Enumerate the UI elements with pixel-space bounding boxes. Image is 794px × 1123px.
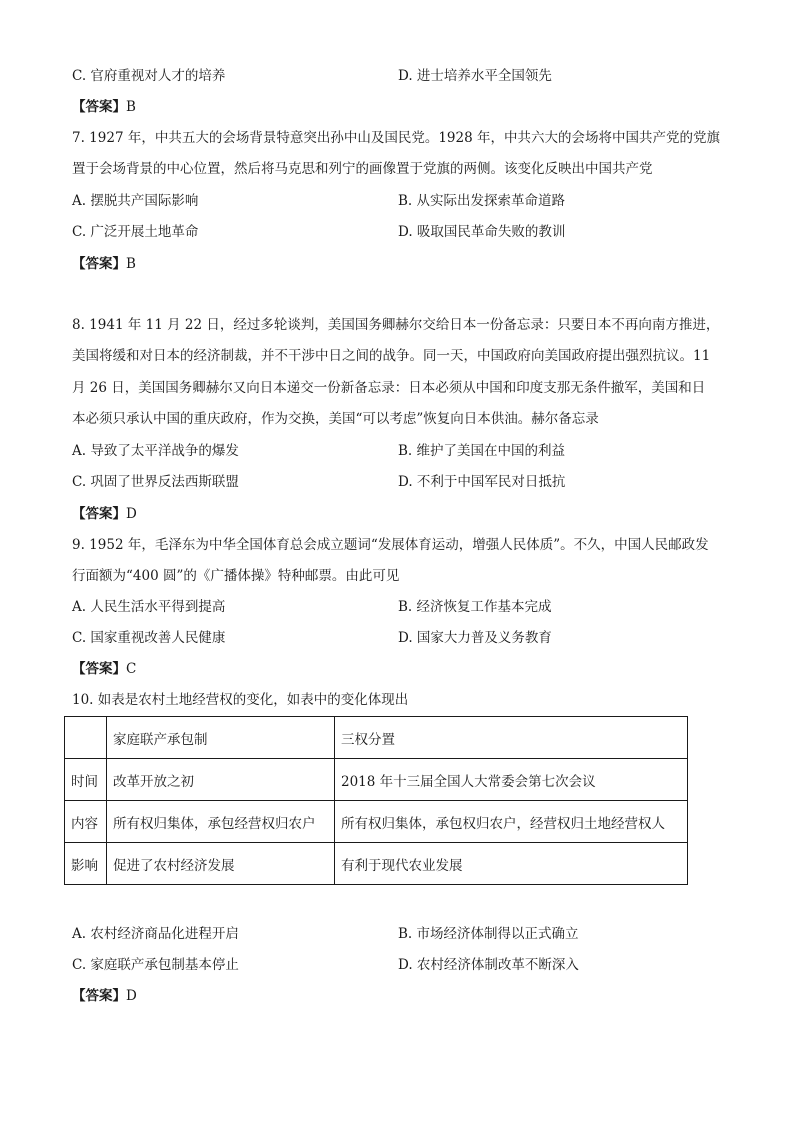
q6-option-d: D. 进士培养水平全国领先 [398, 68, 552, 84]
q7-option-a: A. 摆脱共产国际影响 [72, 193, 199, 209]
q7-stem-line2: 置于会场背景的中心位置，然后将马克思和列宁的画像置于党旗的两侧。该变化反映出中国共产党 [72, 161, 653, 177]
q8-option-c: C. 巩固了世界反法西斯联盟 [72, 474, 239, 490]
q7-option-d: D. 吸取国民革命失败的教训 [398, 224, 566, 240]
answer-label: 【答案】 [72, 99, 126, 115]
q6-option-c: C. 官府重视对人才的培养 [72, 68, 226, 84]
q10-option-a: A. 农村经济商品化进程开启 [72, 926, 239, 942]
table-cell: 促进了农村经济发展 [107, 843, 335, 885]
q9-option-c: C. 国家重视改善人民健康 [72, 630, 226, 646]
q8-stem-line1: 8. 1941 年 11 月 22 日，经过多轮谈判，美国国务卿赫尔交给日本一份备忘录：只要日本不再向南方推进， [72, 317, 720, 333]
q10-option-d: D. 农村经济体制改革不断深入 [398, 957, 579, 973]
q10-option-c: C. 家庭联产承包制基本停止 [72, 957, 239, 973]
q8-stem-line4: 本必须只承认中国的重庆政府，作为交换，美国“可以考虑”恢复向日本供油。赫尔备忘录 [72, 411, 599, 427]
table-cell: 2018 年十三届全国人大常委会第七次会议 [335, 759, 688, 801]
answer-label: 【答案】 [72, 661, 126, 677]
q10-answer [72, 986, 137, 1006]
q9-stem-line1: 9. 1952 年，毛泽东为中华全国体育总会成立题词“发展体育运动，增强人民体质”。不久，中国人民邮政发 [72, 537, 709, 553]
q7-answer [72, 254, 136, 274]
answer-value: D [126, 988, 137, 1004]
q6-answer [72, 97, 136, 117]
table-header-row [65, 717, 688, 759]
q7-stem-line1: 7. 1927 年，中共五大的会场背景特意突出孙中山及国民党。1928 年，中共六大的会场将中国共产党的党旗 [72, 130, 720, 146]
q8-option-a: A. 导致了太平洋战争的爆发 [72, 443, 239, 459]
q7-option-b: B. 从实际出发探索革命道路 [398, 193, 566, 209]
table-cell: 影响 [65, 843, 107, 885]
q9-stem-line2: 行面额为“400 圆”的《广播体操》特种邮票。由此可见 [72, 568, 400, 584]
answer-value: B [126, 99, 136, 115]
answer-label: 【答案】 [72, 506, 126, 522]
table-cell: 有利于现代农业发展 [335, 843, 688, 885]
q7-option-c: C. 广泛开展土地革命 [72, 224, 199, 240]
table-cell: 内容 [65, 801, 107, 843]
q9-answer [72, 659, 136, 679]
table-row [65, 843, 688, 885]
table-cell: 家庭联产承包制 [107, 717, 335, 759]
table-cell [65, 717, 107, 759]
table-cell: 所有权归集体，承包权归农户，经营权归土地经营权人 [335, 801, 688, 843]
q8-answer [72, 504, 137, 524]
table-row [65, 759, 688, 801]
answer-value: C [126, 661, 137, 677]
land-rights-table [64, 716, 688, 885]
q10-option-b: B. 市场经济体制得以正式确立 [398, 926, 579, 942]
q9-option-a: A. 人民生活水平得到提高 [72, 599, 226, 615]
table-cell: 时间 [65, 759, 107, 801]
q10-stem: 10. 如表是农村土地经营权的变化，如表中的变化体现出 [72, 692, 409, 708]
table-cell: 三权分置 [335, 717, 688, 759]
q8-option-d: D. 不利于中国军民对日抵抗 [398, 474, 566, 490]
q9-option-b: B. 经济恢复工作基本完成 [398, 599, 552, 615]
answer-label: 【答案】 [72, 988, 126, 1004]
answer-label: 【答案】 [72, 256, 126, 272]
q8-stem-line3: 月 26 日，美国国务卿赫尔又向日本递交一份新备忘录：日本必须从中国和印度支那无条件撤军，美国和日 [72, 380, 706, 396]
table-row [65, 801, 688, 843]
q9-option-d: D. 国家大力普及义务教育 [398, 630, 552, 646]
answer-value: D [126, 506, 137, 522]
q8-option-b: B. 维护了美国在中国的利益 [398, 443, 566, 459]
answer-value: B [126, 256, 136, 272]
table-cell: 改革开放之初 [107, 759, 335, 801]
q8-stem-line2: 美国将缓和对日本的经济制裁，并不干涉中日之间的战争。同一天，中国政府向美国政府提出强烈抗议。11 [72, 348, 711, 364]
table-cell: 所有权归集体，承包经营权归农户 [107, 801, 335, 843]
